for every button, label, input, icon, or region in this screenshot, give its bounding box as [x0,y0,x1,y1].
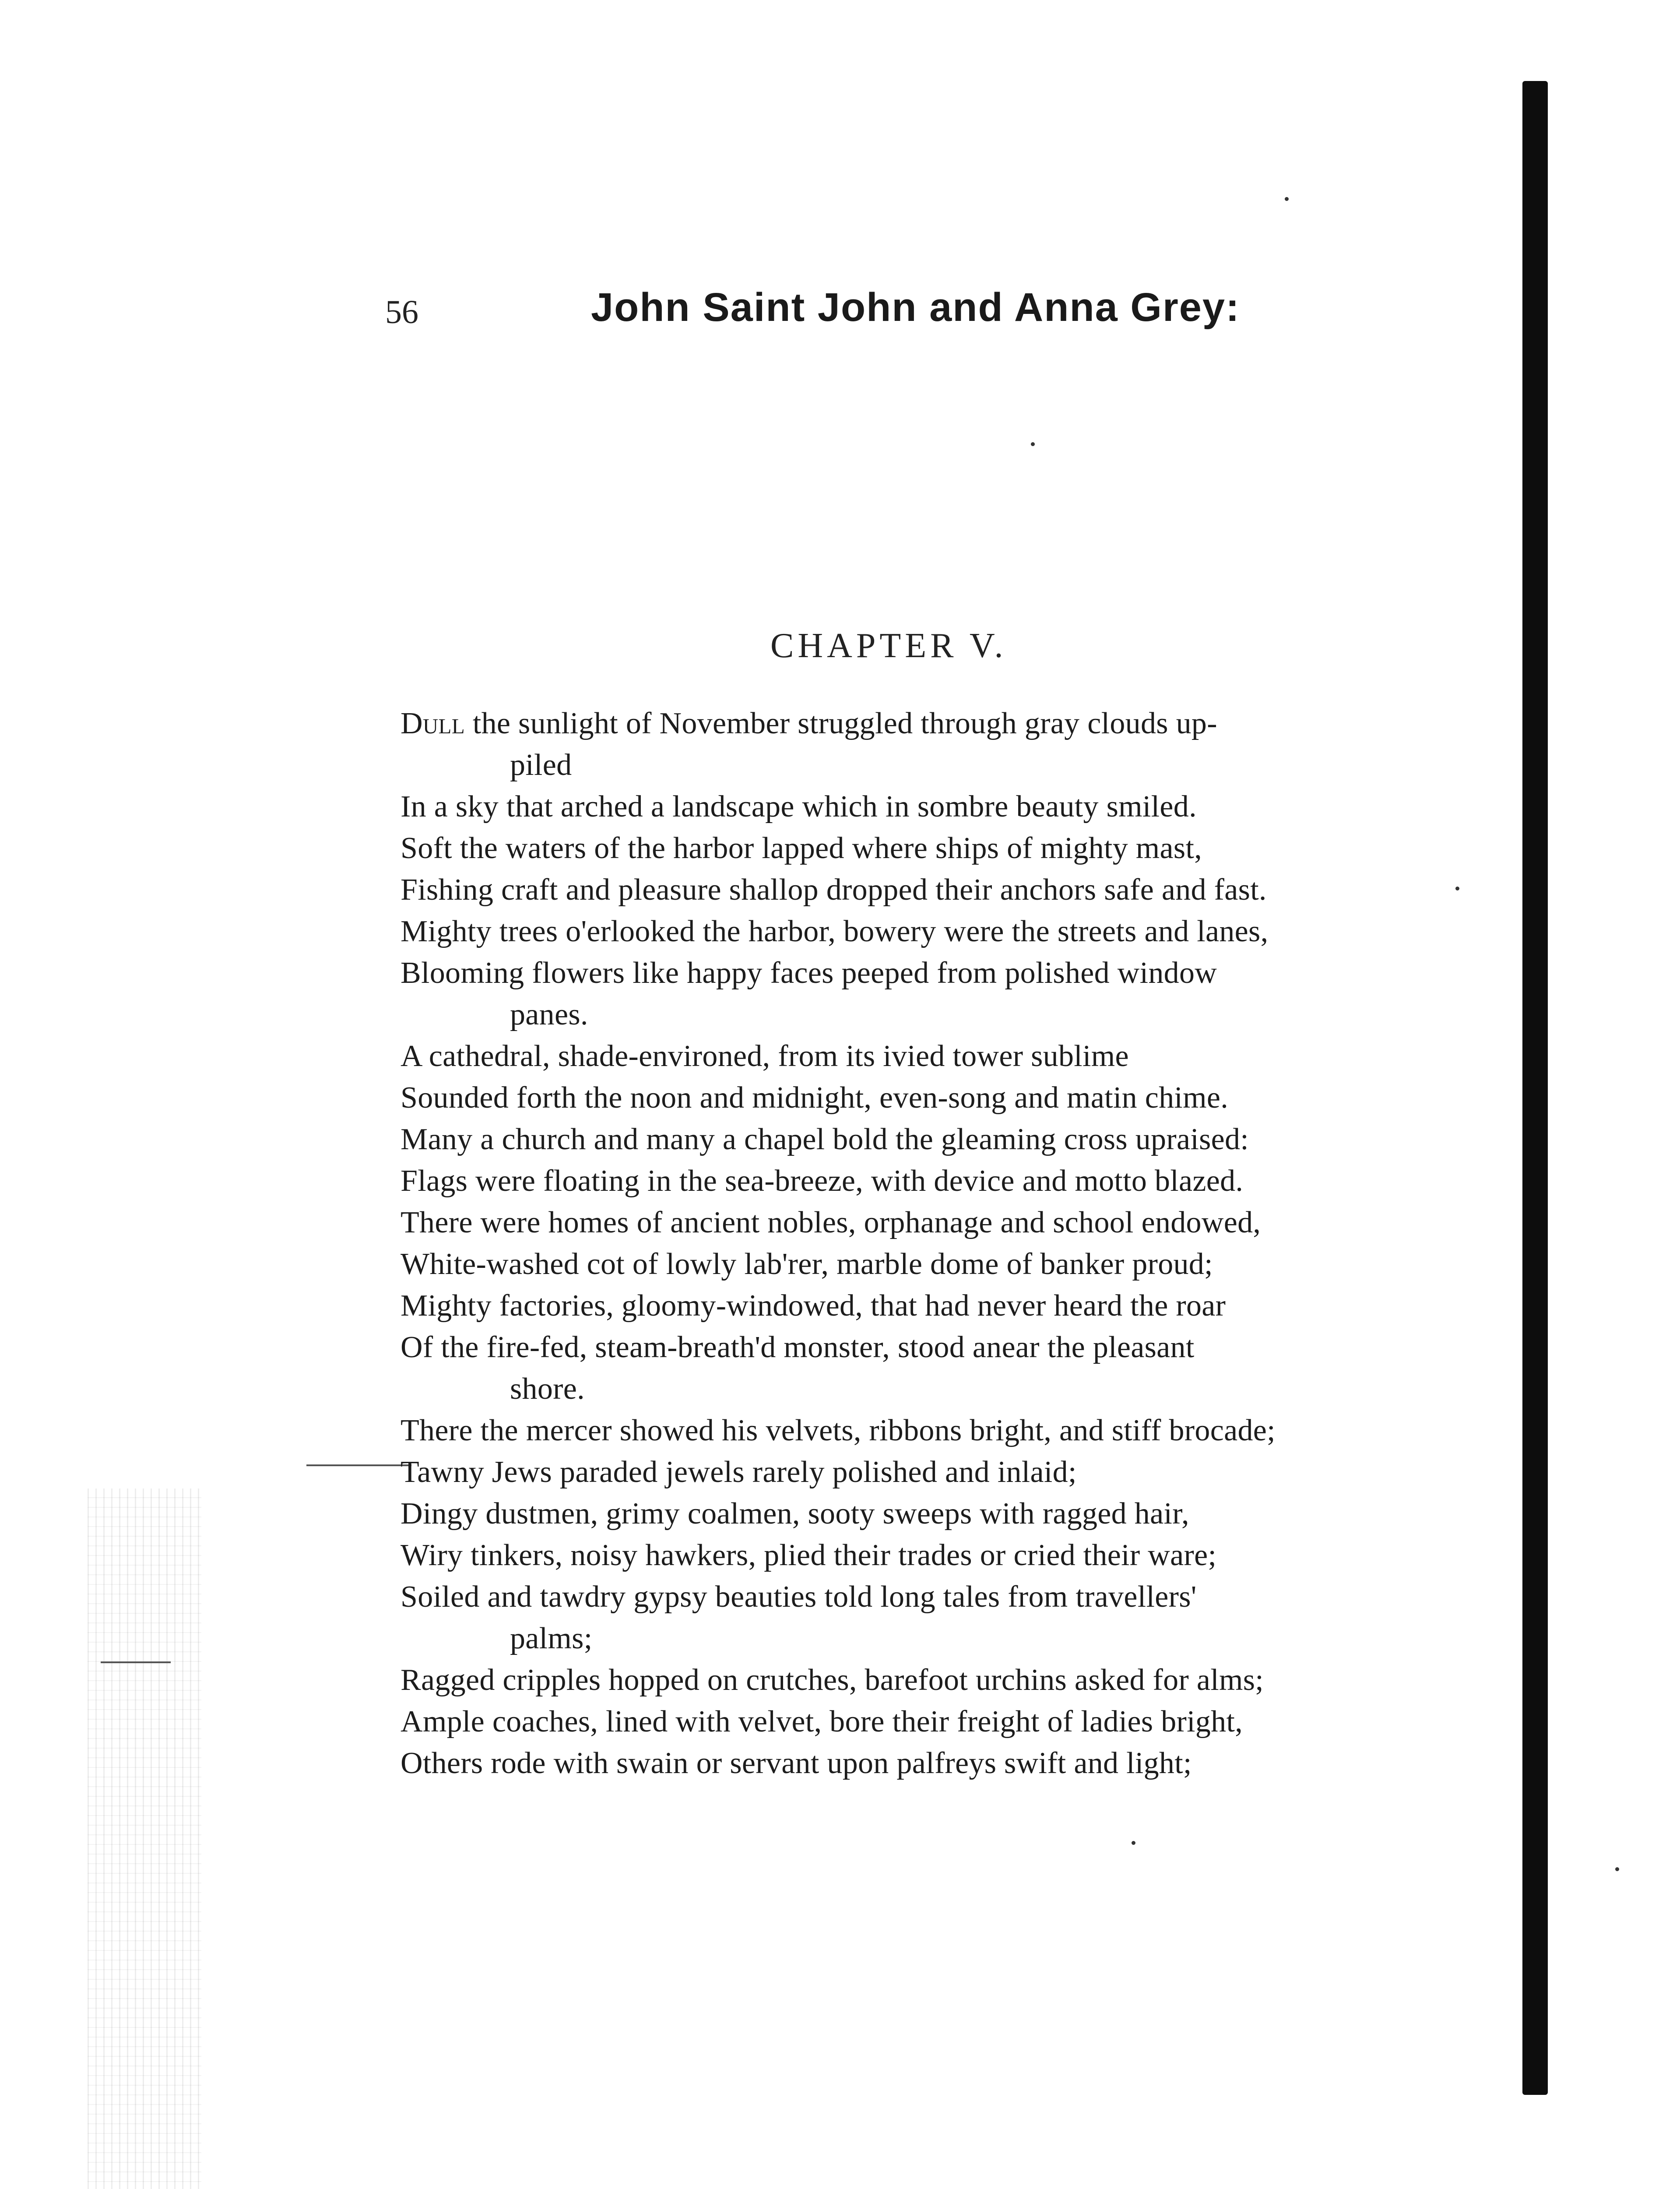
running-title: John Saint John and Anna Grey: [591,285,1240,330]
page-binding-edge [1522,81,1548,2095]
scan-speck [1455,887,1459,890]
poem-line: Mighty factories, gloomy-windowed, that had never heard the roar [401,1289,1226,1323]
poem-line: White-washed cot of lowly lab'rer, marble dome of banker proud; [401,1247,1213,1281]
page-number: 56 [385,294,418,331]
poem-line: Sounded forth the noon and midnight, even-song and matin chime. [401,1081,1229,1115]
poem-line: Ragged cripples hopped on crutches, barefoot urchins asked for alms; [401,1663,1264,1697]
poem-line-continuation: piled [510,748,572,782]
scan-speck [1031,442,1035,446]
poem-line: There the mercer showed his velvets, ribbons bright, and stiff brocade; [401,1414,1276,1447]
scan-artifact-line [101,1661,171,1663]
scan-gutter-noise [88,1489,201,2189]
scan-speck [1615,1867,1619,1871]
poem-line: Soiled and tawdry gypsy beauties told long tales from travellers' [401,1580,1197,1614]
first-word-caps: Dull [401,707,465,740]
poem-line: Blooming flowers like happy faces peeped from polished window [401,956,1217,990]
poem-line: Fishing craft and pleasure shallop dropped their anchors safe and fast. [401,873,1267,907]
scan-speck [1285,197,1289,201]
chapter-heading: CHAPTER V. [770,626,1007,665]
poem-line: In a sky that arched a landscape which in sombre beauty smiled. [401,790,1197,824]
scan-artifact-line [306,1464,411,1466]
poem-line: Many a church and many a chapel bold the gleaming cross upraised: [401,1123,1249,1156]
scan-speck [1132,1841,1135,1845]
poem-line: A cathedral, shade-environed, from its ivied tower sublime [401,1039,1129,1073]
poem-line: Others rode with swain or servant upon palfreys swift and light; [401,1746,1192,1780]
poem-line [401,703,1451,744]
poem-line-continuation: shore. [510,1372,585,1406]
poem-line-continuation: palms; [510,1622,593,1655]
poem-line: Ample coaches, lined with velvet, bore their freight of ladies bright, [401,1705,1243,1739]
poem-line: Mighty trees o'erlooked the harbor, bowery were the streets and lanes, [401,915,1269,948]
poem-line: Dingy dustmen, grimy coalmen, sooty sweeps with ragged hair, [401,1497,1189,1531]
poem-line-continuation: panes. [510,998,588,1031]
running-head [385,285,1480,346]
poem-line: Tawny Jews paraded jewels rarely polished and inlaid; [401,1455,1077,1489]
poem-line: Flags were floating in the sea-breeze, with device and motto blazed. [401,1164,1244,1198]
poem-line: There were homes of ancient nobles, orphanage and school endowed, [401,1206,1261,1239]
poem-line: Soft the waters of the harbor lapped where ships of mighty mast, [401,831,1202,865]
poem-line: Of the fire-fed, steam-breath'd monster, stood anear the pleasant [401,1330,1195,1364]
poem-line: Wiry tinkers, noisy hawkers, plied their trades or cried their ware; [401,1538,1217,1572]
poem-line-text: the sunlight of November struggled through gray clouds up- [465,707,1217,740]
poem-body [401,703,1451,1784]
